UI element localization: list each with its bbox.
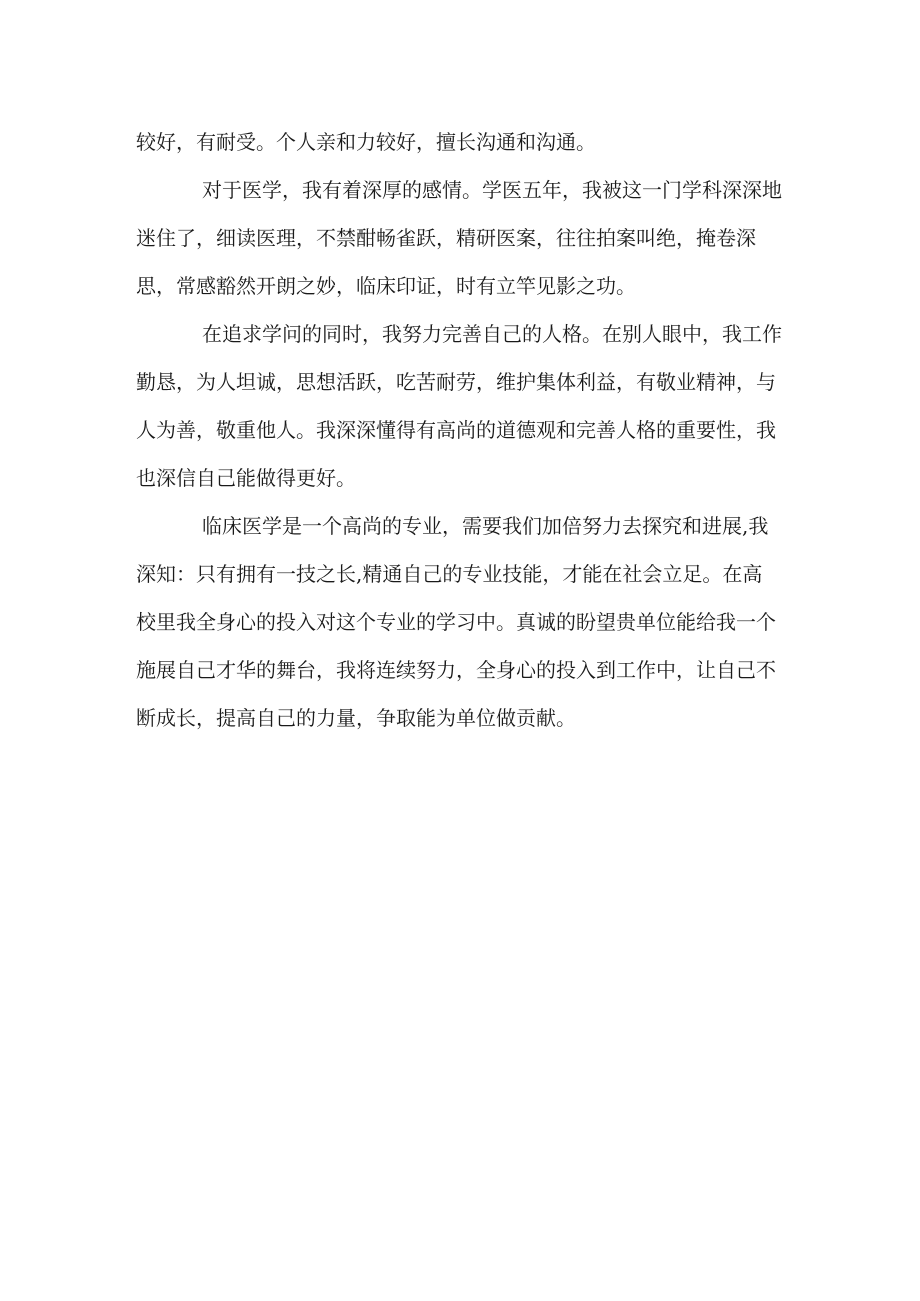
paragraph-line: 对于医学，我有着深厚的感情。学医五年，我被这一门学科深深地 [202,178,782,202]
paragraph-line: 较好，有耐受。个人亲和力较好，擅长沟通和沟通。 [136,130,596,154]
paragraph-line: 临床医学是一个高尚的专业，需要我们加倍努力去探究和进展,我 [202,514,769,538]
paragraph-line: 也深信自己能做得更好。 [136,466,356,490]
paragraph-line: 迷住了，细读医理，不禁酣畅雀跃，精研医案，往往拍案叫绝，掩卷深 [136,226,756,250]
paragraph-line: 人为善，敬重他人。我深深懂得有高尚的道德观和完善人格的重要性，我 [136,418,776,442]
paragraph-3 [136,310,786,502]
paragraph-line: 思，常感豁然开朗之妙，临床印证，时有立竿见影之功。 [136,274,636,298]
paragraph-2 [136,166,786,310]
paragraph-line: 在追求学问的同时，我努力完善自己的人格。在别人眼中，我工作 [202,322,782,346]
paragraph-line: 施展自己才华的舞台，我将连续努力，全身心的投入到工作中，让自己不 [136,658,776,682]
paragraph-line: 校里我全身心的投入对这个专业的学习中。真诚的盼望贵单位能给我一个 [136,610,776,634]
paragraph-line: 断成长，提高自己的力量，争取能为单位做贡献。 [136,706,576,730]
paragraph-line: 深知：只有拥有一技之长,精通自己的专业技能，才能在社会立足。在高 [136,562,763,586]
paragraph-line: 勤恳，为人坦诚，思想活跃，吃苦耐劳，维护集体利益，有敬业精神，与 [136,370,776,394]
paragraph-1 [136,118,786,166]
paragraph-4 [136,502,786,742]
document-body [136,118,786,742]
